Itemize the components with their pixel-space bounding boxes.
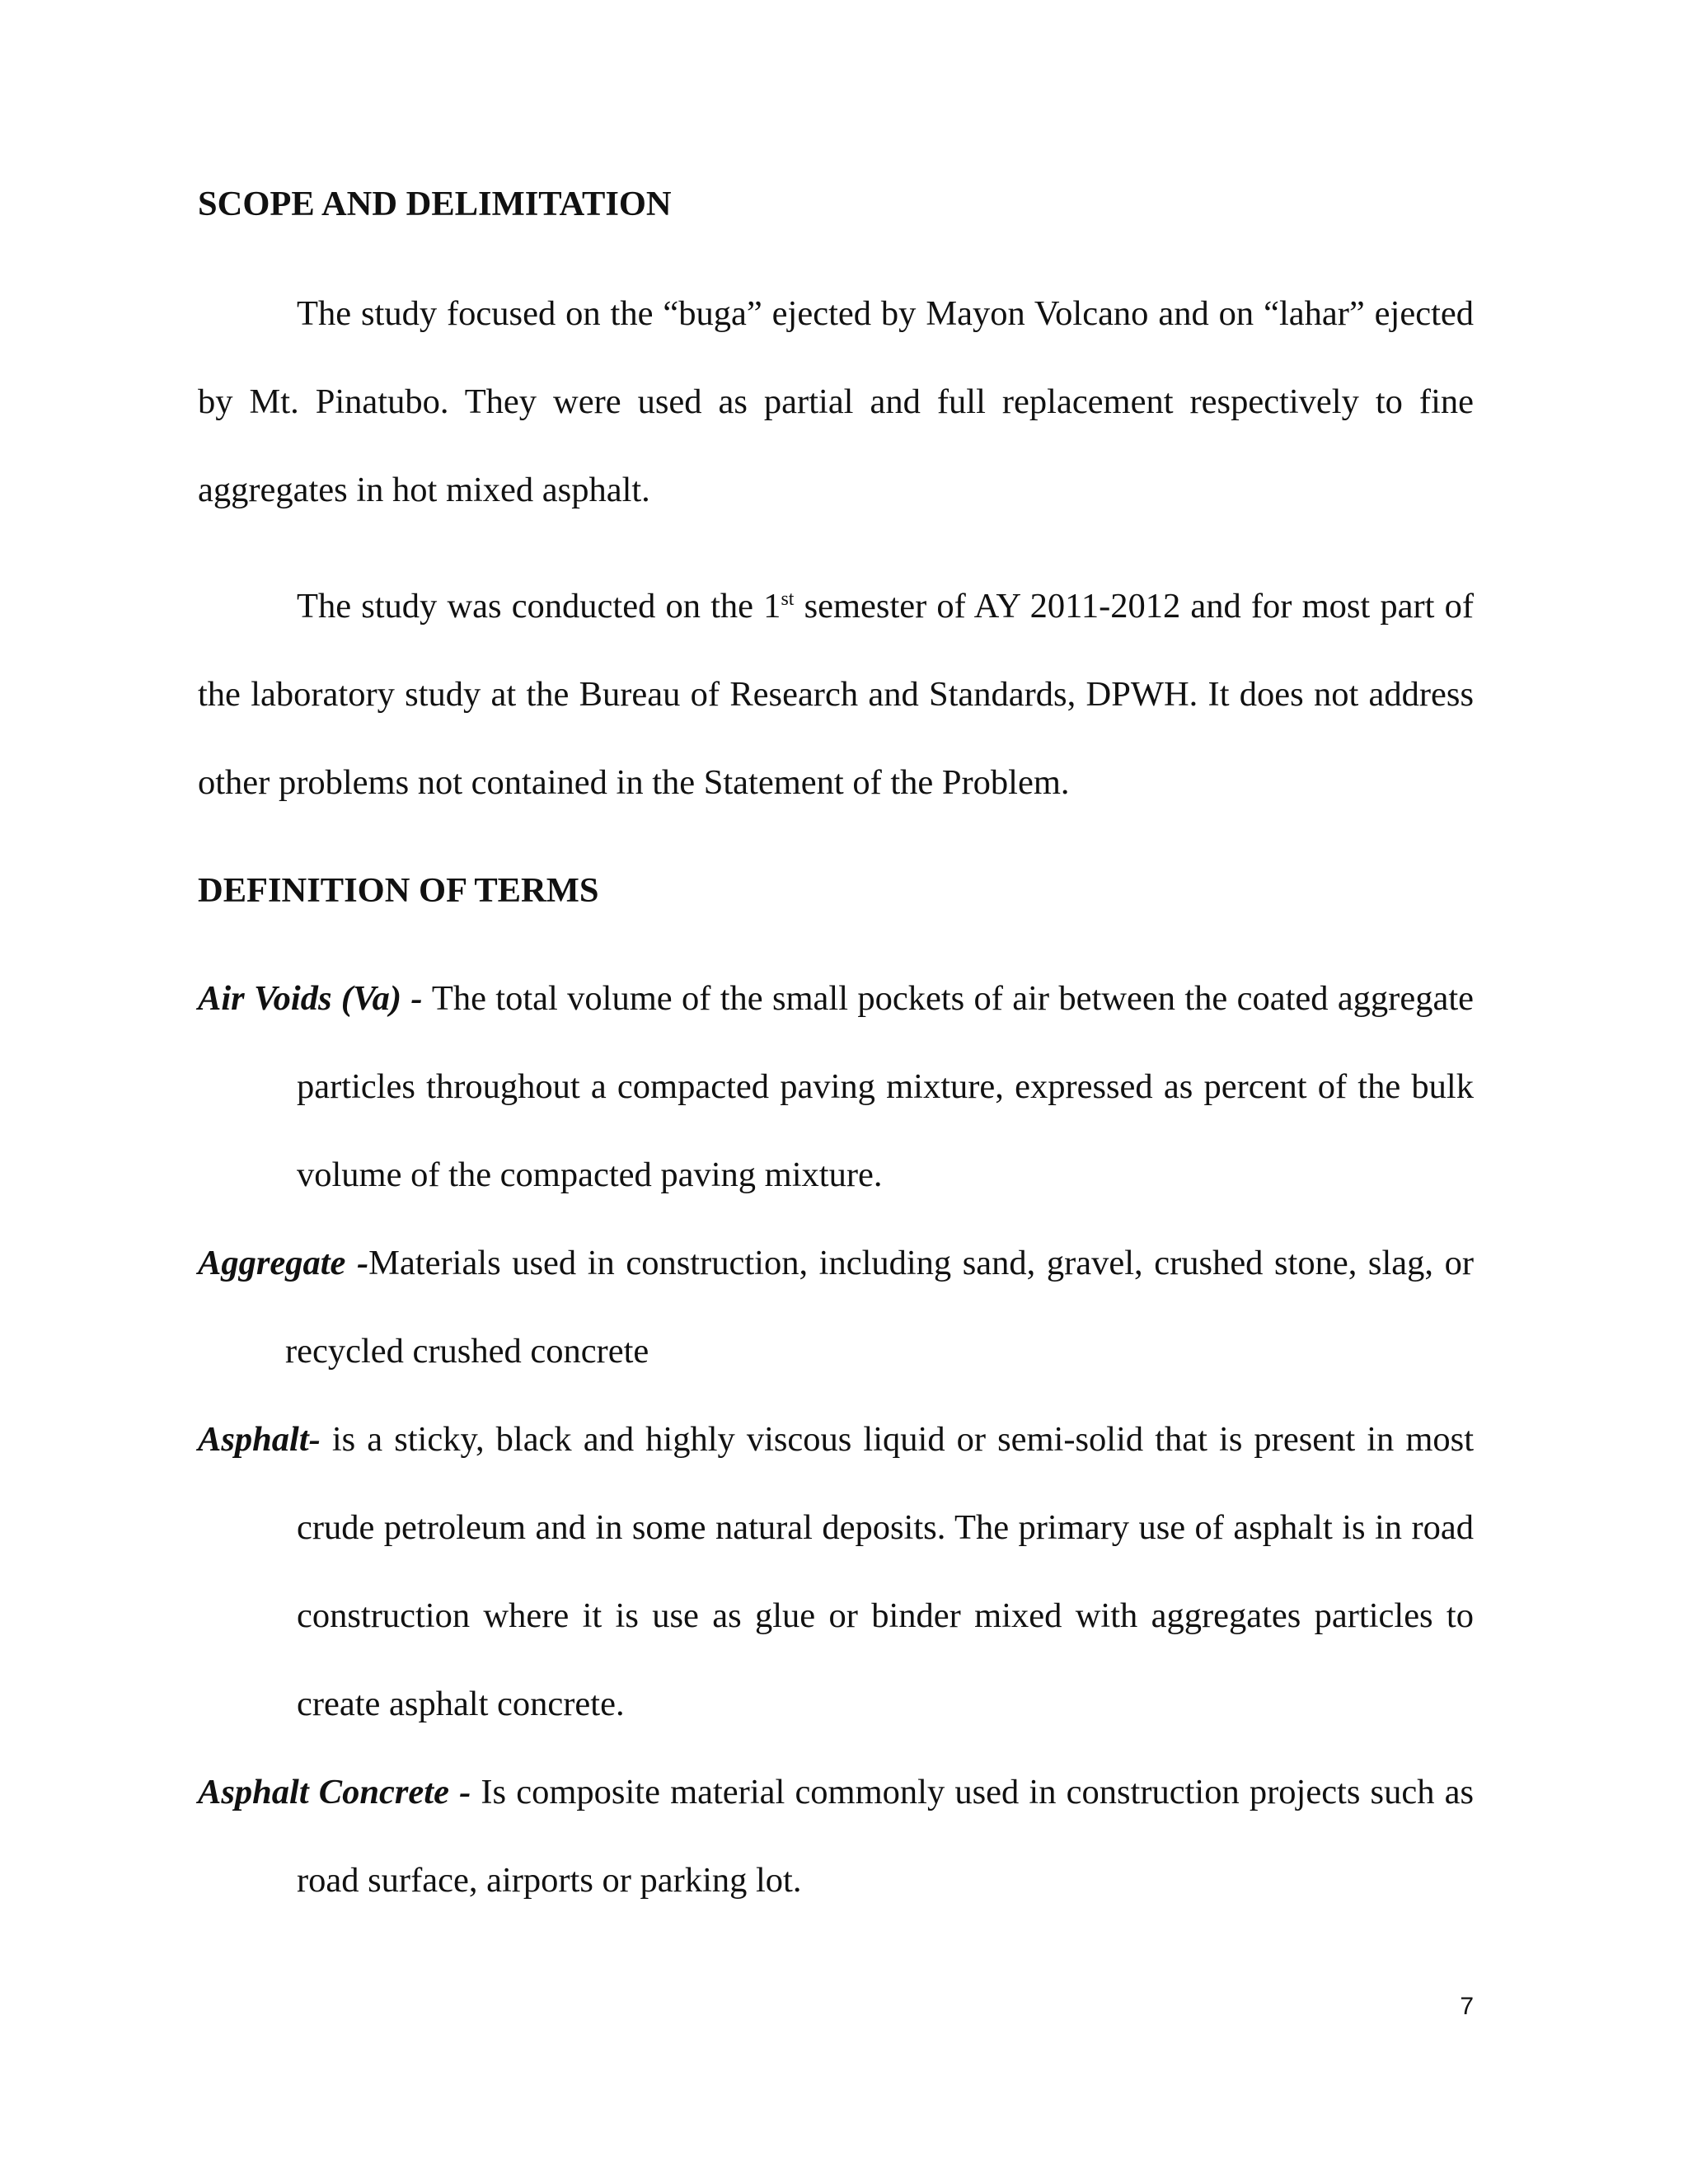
term-definition: is a sticky, black and highly viscous liquid or semi-solid that is present in most crude petroleum and in some natural deposits. The primary use of asphalt is in road construction where it is use as glue or binder mixed with aggregates particles to create asphalt concrete. [297, 1420, 1474, 1723]
scope-paragraph-2 [198, 562, 1474, 827]
term-name: Asphalt- [198, 1420, 321, 1459]
term-air-voids [198, 954, 1474, 1219]
ordinal-superscript: st [781, 588, 795, 610]
term-name: Air Voids (Va) - [198, 979, 432, 1018]
scope-heading: SCOPE AND DELIMITATION [198, 185, 672, 223]
term-definition: The total volume of the small pockets of air between the coated aggregate particles throughout a compacted paving mixture, expressed as percent of the bulk volume of the compacted paving mixture. [297, 979, 1474, 1194]
scope-paragraph-2-start: The study was conducted on the 1 [297, 587, 781, 626]
term-name: Aggregate - [198, 1244, 369, 1282]
term-name: Asphalt Concrete - [198, 1773, 481, 1811]
term-asphalt-concrete [198, 1748, 1474, 1924]
term-definition: Is composite material commonly used in construction projects such as road surface, airports or parking lot. [297, 1773, 1474, 1900]
term-definition: Materials used in construction, including sand, gravel, crushed stone, slag, or recycled crushed concrete [285, 1244, 1474, 1371]
term-asphalt [198, 1395, 1474, 1748]
page-content [198, 183, 1474, 1924]
page-number: 7 [1460, 1993, 1474, 2020]
term-aggregate [198, 1219, 1474, 1395]
definitions-heading: DEFINITION OF TERMS [198, 871, 599, 910]
scope-paragraph-2-end: semester of AY 2011-2012 and for most part of the laboratory study at the Bureau of Research and Standards, DPWH. It does not address other problems not contained in the Statement of the Problem. [198, 587, 1474, 802]
scope-paragraph-1: The study focused on the “buga” ejected by Mayon Volcano and on “lahar” ejected by Mt. Pinatubo. They were used as partial and full replacement respectively to fine aggregates in hot mixed asphalt. [198, 294, 1474, 509]
